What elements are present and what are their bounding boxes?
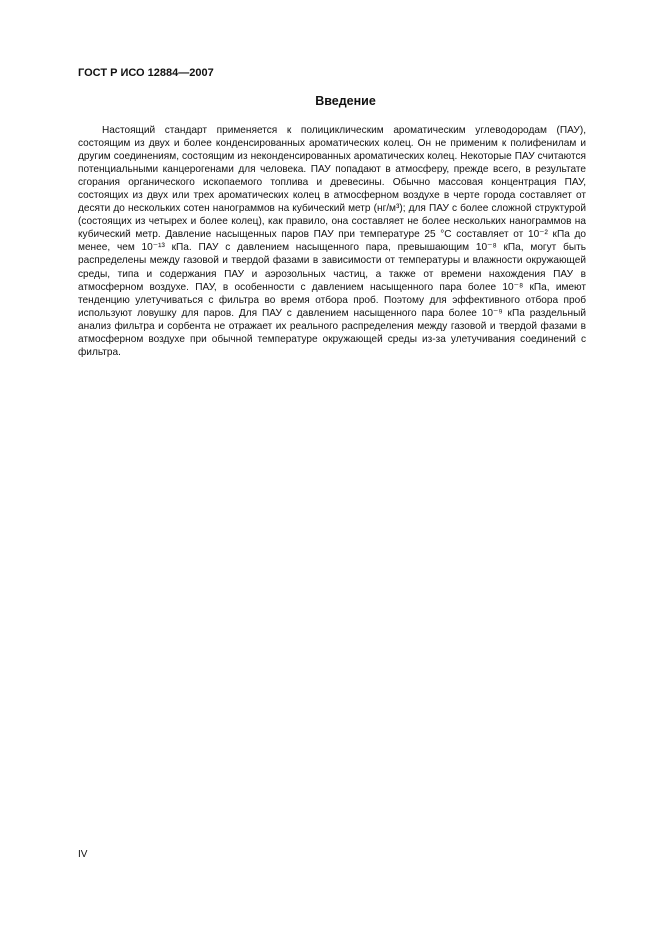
body-paragraph: Настоящий стандарт применяется к полициклическим ароматическим углеводородам (ПАУ), состоящим из двух и более конденсированных ароматических колец. Он не применим к полифенилам и другим соединениям, состоящим из неконденсированных ароматических колец. Некоторые ПАУ считаются потенциальными канцерогенами для человека. ПАУ попадают в атмосферу, прежде всего, в результате сгорания органического ископаемого топлива и древесины. Обычно массовая концентрация ПАУ, состоящих из двух или трех ароматических колец в атмосферном воздухе в черте города составляет от десяти до нескольких сотен нанограммов на кубический метр (нг/м³); для ПАУ с более сложной структурой (состоящих из четырех и более колец), как правило, она составляет не более нескольких нанограммов на кубический метр. Давление насыщенных паров ПАУ при температуре 25 °С составляет от 10⁻² кПа до менее, чем 10⁻¹³ кПа. ПАУ с давлением насыщенного пара, превышающим 10⁻⁸ кПа, могут быть распределены между газовой и твердой фазами в зависимости от температуры и влажности окружающей среды, типа и содержания ПАУ и аэрозольных частиц, а также от времени нахождения ПАУ в атмосферном воздухе. ПАУ, в особенности с давлением насыщенного пара более 10⁻⁸ кПа, имеют тенденцию улетучиваться с фильтра во время отбора проб. Поэтому для эффективного отбора проб используют ловушку для паров. Для ПАУ с давлением насыщенного пара более 10⁻⁹ кПа раздельный анализ фильтра и сорбента не отражает их реального распределения между газовой и твердой фазами в атмосферном воздухе при обычной температуре окружающей среды из-за улетучивания соединений с фильтра. <box>78 125 586 358</box>
section-title: Введение <box>315 94 376 108</box>
document-header: ГОСТ Р ИСО 12884—2007 <box>78 67 214 79</box>
page-number: IV <box>78 849 88 860</box>
